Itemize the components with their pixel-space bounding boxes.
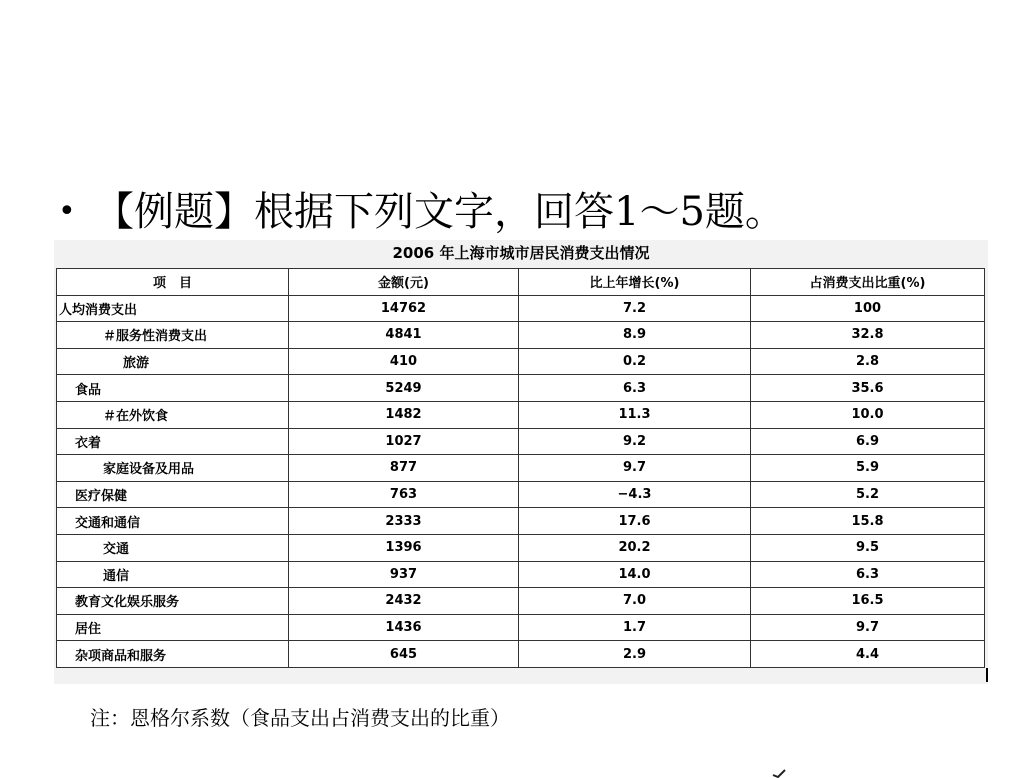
cell-growth: 0.2 — [519, 348, 751, 375]
header-amount: 金额(元) — [289, 269, 519, 296]
cell-amount: 5249 — [289, 375, 519, 402]
table-row — [57, 455, 985, 482]
table-row — [57, 428, 985, 455]
cell-share: 9.5 — [751, 534, 985, 561]
cell-item: 教育文化娱乐服务 — [57, 588, 289, 615]
cell-share: 2.8 — [751, 348, 985, 375]
cell-growth: 7.0 — [519, 588, 751, 615]
cell-amount: 877 — [289, 455, 519, 482]
cell-share: 32.8 — [751, 322, 985, 349]
cell-growth: 9.7 — [519, 455, 751, 482]
cell-amount: 2432 — [289, 588, 519, 615]
cell-share: 10.0 — [751, 401, 985, 428]
cell-amount: 645 — [289, 641, 519, 668]
cell-item: 交通和通信 — [57, 508, 289, 535]
table-row — [57, 401, 985, 428]
cell-item: 人均消费支出 — [57, 295, 289, 322]
cell-amount: 763 — [289, 481, 519, 508]
cell-item: 医疗保健 — [57, 481, 289, 508]
heading-text: 【例题】根据下列文字，回答1～5题。 — [94, 189, 785, 235]
table-title: 2006 年上海市城市居民消费支出情况 — [392, 244, 650, 262]
cell-amount: 1436 — [289, 614, 519, 641]
cell-growth: 11.3 — [519, 401, 751, 428]
cell-item: 食品 — [57, 375, 289, 402]
edge-mark — [986, 668, 988, 682]
cell-growth: 14.0 — [519, 561, 751, 588]
slide-heading — [58, 186, 785, 238]
cell-share: 9.7 — [751, 614, 985, 641]
cell-growth: 8.9 — [519, 322, 751, 349]
header-item: 项 目 — [57, 269, 289, 296]
table-row — [57, 375, 985, 402]
cell-share: 6.9 — [751, 428, 985, 455]
expenditure-table — [56, 268, 985, 668]
table-row — [57, 322, 985, 349]
cell-growth: 2.9 — [519, 641, 751, 668]
cell-growth: 17.6 — [519, 508, 751, 535]
cell-amount: 937 — [289, 561, 519, 588]
table-row — [57, 561, 985, 588]
cell-item: ＃在外饮食 — [57, 401, 289, 428]
cell-growth: 9.2 — [519, 428, 751, 455]
table-row — [57, 508, 985, 535]
cell-share: 100 — [751, 295, 985, 322]
cell-share: 35.6 — [751, 375, 985, 402]
cell-item: ＃服务性消费支出 — [57, 322, 289, 349]
cell-share: 15.8 — [751, 508, 985, 535]
cell-share: 5.2 — [751, 481, 985, 508]
cell-growth: −4.3 — [519, 481, 751, 508]
header-growth: 比上年增长(%) — [519, 269, 751, 296]
cell-amount: 14762 — [289, 295, 519, 322]
table-row — [57, 481, 985, 508]
table-row — [57, 641, 985, 668]
table-row — [57, 588, 985, 615]
cell-amount: 2333 — [289, 508, 519, 535]
cell-amount: 1027 — [289, 428, 519, 455]
cell-item: 家庭设备及用品 — [57, 455, 289, 482]
cell-item: 旅游 — [57, 348, 289, 375]
bullet-marker: • — [58, 194, 76, 229]
cell-share: 16.5 — [751, 588, 985, 615]
cell-amount: 410 — [289, 348, 519, 375]
table-row — [57, 348, 985, 375]
table-row — [57, 295, 985, 322]
cell-item: 杂项商品和服务 — [57, 641, 289, 668]
cell-growth: 7.2 — [519, 295, 751, 322]
header-share: 占消费支出比重(%) — [751, 269, 985, 296]
cell-amount: 1396 — [289, 534, 519, 561]
footnote: 注：恩格尔系数（食品支出占消费支出的比重） — [90, 706, 510, 730]
cell-share: 6.3 — [751, 561, 985, 588]
table-image — [54, 240, 988, 684]
cell-item: 通信 — [57, 561, 289, 588]
cell-growth: 1.7 — [519, 614, 751, 641]
cell-item: 居住 — [57, 614, 289, 641]
cell-share: 5.9 — [751, 455, 985, 482]
cell-item: 衣着 — [57, 428, 289, 455]
cell-amount: 1482 — [289, 401, 519, 428]
cell-growth: 20.2 — [519, 534, 751, 561]
cell-item: 交通 — [57, 534, 289, 561]
table-header-row — [57, 269, 985, 296]
cell-share: 4.4 — [751, 641, 985, 668]
cell-growth: 6.3 — [519, 375, 751, 402]
table-row — [57, 534, 985, 561]
cell-amount: 4841 — [289, 322, 519, 349]
pen-mark — [772, 768, 786, 778]
table-row — [57, 614, 985, 641]
